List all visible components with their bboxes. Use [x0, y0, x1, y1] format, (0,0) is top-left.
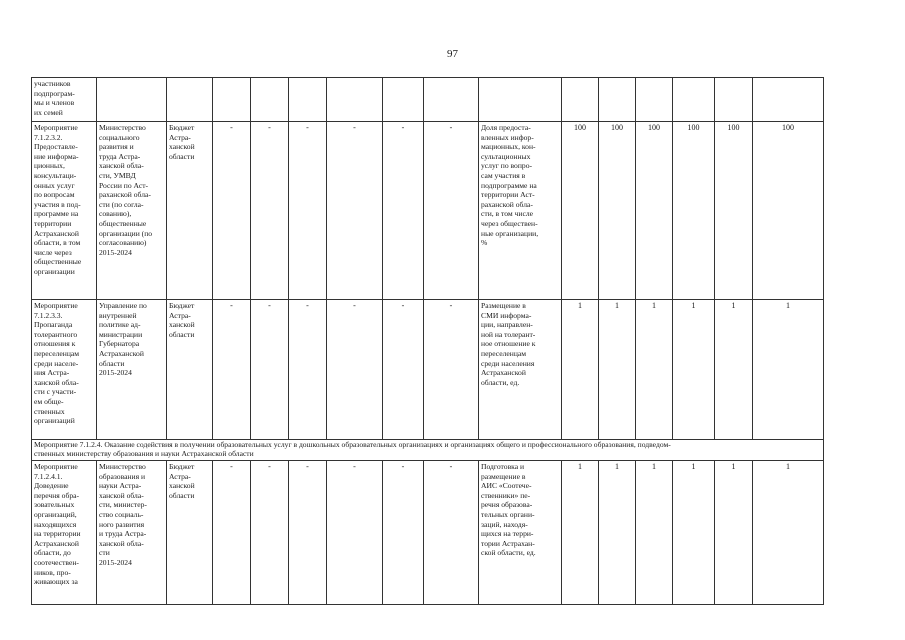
source-cell: Бюджет Астра- ханской области — [167, 461, 213, 605]
value-cell: 100 — [636, 122, 673, 300]
finance-cell: - — [289, 122, 327, 300]
empty-cell — [424, 78, 479, 122]
value-cell: 1 — [599, 300, 636, 440]
page-number: 97 — [447, 48, 458, 60]
value-cell: 1 — [753, 300, 824, 440]
measure-cell: Мероприятие 7.1.2.3.2. Предоставле- ние информа- ционных, консультаци- онных услуг по вопросам участия в под- программе на территории Астраханской области, в том числе через общественные организации — [32, 122, 97, 300]
finance-cell: - — [327, 122, 383, 300]
value-cell: 100 — [673, 122, 715, 300]
empty-cell — [289, 78, 327, 122]
finance-cell: - — [251, 300, 289, 440]
finance-cell: - — [213, 461, 251, 605]
table-row — [32, 122, 824, 300]
measures-table — [31, 77, 824, 605]
empty-cell — [599, 78, 636, 122]
empty-cell — [97, 78, 167, 122]
value-cell: 100 — [715, 122, 753, 300]
finance-cell: - — [251, 122, 289, 300]
value-cell: 100 — [562, 122, 599, 300]
section-header: Мероприятие 7.1.2.4. Оказание содействия в получении образовательных услуг в дошкольных образовательных организациях и организациях общего и профессионального образования, подведом- ственных министерству образования и науки Астраханской области — [32, 440, 824, 461]
value-cell: 1 — [673, 461, 715, 605]
empty-cell — [251, 78, 289, 122]
empty-cell — [562, 78, 599, 122]
finance-cell: - — [383, 122, 424, 300]
empty-cell — [167, 78, 213, 122]
measure-cell: Мероприятие 7.1.2.3.3. Пропаганда толерантного отношения к переселенцам среди населе- ния Астра- ханской обла- сти с участи- ем обще- ственных организаций — [32, 300, 97, 440]
measure-cell: Мероприятие 7.1.2.4.1. Доведение перечня обра- зовательных организаций, находящихся на территории Астраханской области, до соотечествен- ников, про- живающих за — [32, 461, 97, 605]
finance-cell: - — [213, 122, 251, 300]
value-cell: 1 — [753, 461, 824, 605]
value-cell: 1 — [599, 461, 636, 605]
value-cell: 1 — [715, 300, 753, 440]
empty-cell — [327, 78, 383, 122]
finance-cell: - — [289, 461, 327, 605]
finance-cell: - — [383, 461, 424, 605]
finance-cell: - — [327, 300, 383, 440]
finance-cell: - — [383, 300, 424, 440]
empty-cell — [479, 78, 562, 122]
value-cell: 1 — [673, 300, 715, 440]
finance-cell: - — [213, 300, 251, 440]
value-cell: 100 — [753, 122, 824, 300]
table-row — [32, 300, 824, 440]
finance-cell: - — [424, 300, 479, 440]
value-cell: 1 — [715, 461, 753, 605]
value-cell: 1 — [636, 300, 673, 440]
empty-cell — [753, 78, 824, 122]
empty-cell — [715, 78, 753, 122]
empty-cell — [636, 78, 673, 122]
empty-cell — [383, 78, 424, 122]
finance-cell: - — [424, 461, 479, 605]
empty-cell — [673, 78, 715, 122]
value-cell: 1 — [562, 461, 599, 605]
indicator-cell: Размещение в СМИ информа- ции, направлен- ной на толерант- ное отношение к переселенцам среди населения Астраханской области, ед. — [479, 300, 562, 440]
source-cell: Бюджет Астра- ханской области — [167, 122, 213, 300]
value-cell: 1 — [636, 461, 673, 605]
value-cell: 1 — [562, 300, 599, 440]
executor-cell: Управление по внутренней политике ад- министрации Губернатора Астраханской области 2015-2024 — [97, 300, 167, 440]
section-header-row — [32, 440, 824, 461]
table-row — [32, 78, 824, 122]
finance-cell: - — [424, 122, 479, 300]
finance-cell: - — [327, 461, 383, 605]
table-row — [32, 461, 824, 605]
measure-cell: участников подпрограм- мы и членов их семей — [32, 78, 97, 122]
indicator-cell: Доля предоста- вленных инфор- мационных, кон- сультационных услуг по вопро- сам участия в подпрограмме на территории Аст- раханской обла- сти, в том числе через обществен- ные организации, % — [479, 122, 562, 300]
finance-cell: - — [251, 461, 289, 605]
executor-cell: Министерство образования и науки Астра- ханской обла- сти, министер- ство социаль- ного развития и труда Астра- ханской обла- сти 2015-2024 — [97, 461, 167, 605]
value-cell: 100 — [599, 122, 636, 300]
source-cell: Бюджет Астра- ханской области — [167, 300, 213, 440]
executor-cell: Министерство социального развития и труда Астра- ханской обла- сти, УМВД России по Аст- раханской обла- сти (по согла- сованию), общественные организации (по согласованию) 2015-2024 — [97, 122, 167, 300]
indicator-cell: Подготовка и размещение в АИС «Соотече- ственники» пе- речня образова- тельных органи- заций, находя- щихся на терри- тории Астрахан- ской области, ед. — [479, 461, 562, 605]
finance-cell: - — [289, 300, 327, 440]
empty-cell — [213, 78, 251, 122]
